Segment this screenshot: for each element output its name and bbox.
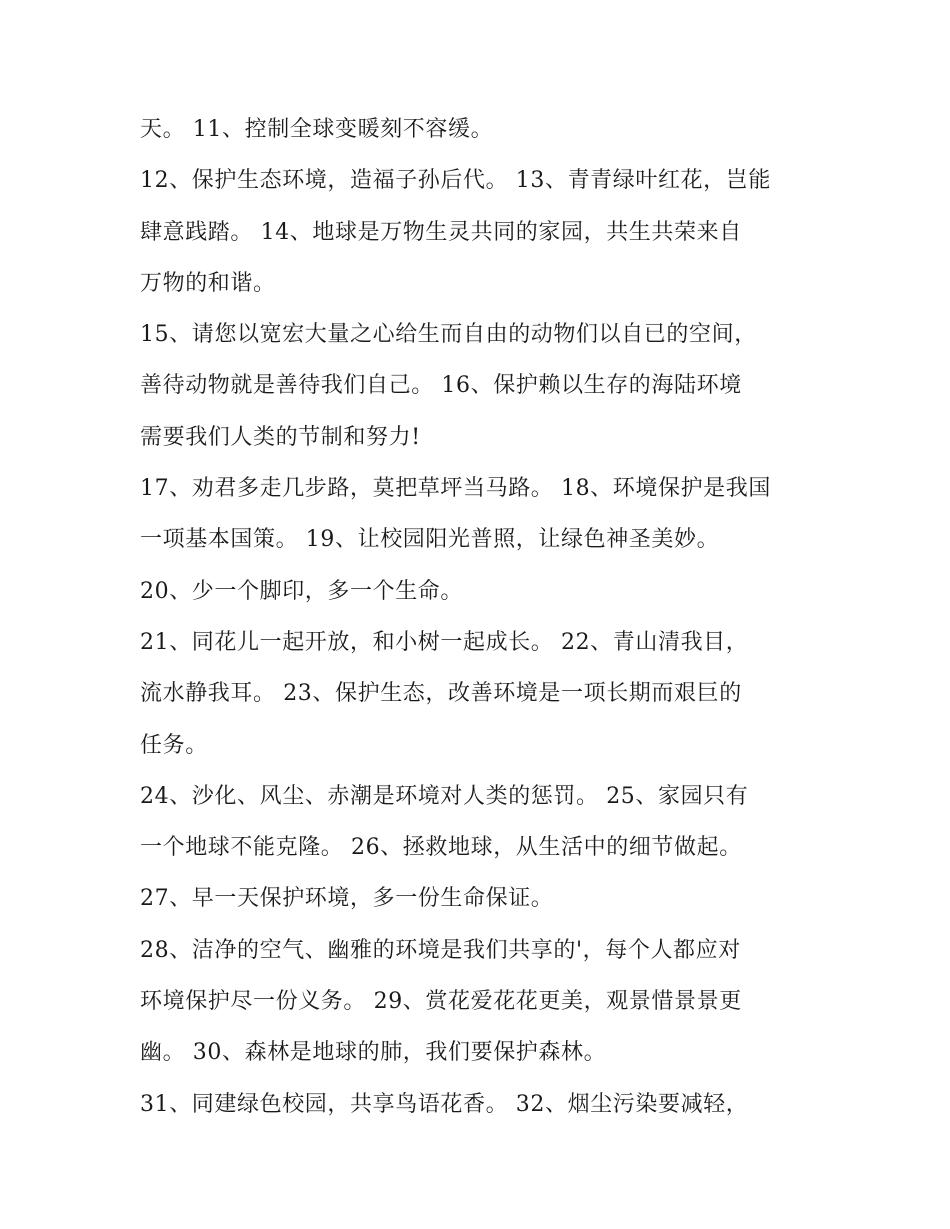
- text-line-14: 24、沙化、风尘、赤潮是环境对人类的惩罚。 25、家园只有: [140, 783, 749, 809]
- text-line-11: 21、同花儿一起开放，和小树一起成长。 22、青山清我目，: [140, 629, 749, 655]
- text-line-13: 任务。: [140, 732, 208, 758]
- text-line-17: 28、洁净的空气、幽雅的环境是我们共享的'，每个人都应对: [140, 937, 741, 963]
- text-line-3: 肆意践踏。 14、地球是万物生灵共同的家园，共生共荣来自: [140, 219, 742, 245]
- text-line-4: 万物的和谐。: [140, 270, 276, 296]
- text-line-2: 12、保护生态环境，造福子孙后代。 13、青青绿叶红花，岂能: [140, 168, 771, 194]
- text-line-7: 需要我们人类的节制和努力!: [140, 424, 421, 450]
- text-line-6: 善待动物就是善待我们自己。 16、保护赖以生存的海陆环境: [140, 373, 742, 399]
- text-line-20: 31、同建绿色校园，共享鸟语花香。 32、烟尘污染要减轻，: [140, 1091, 749, 1117]
- text-line-8: 17、劝君多走几步路，莫把草坪当马路。 18、环境保护是我国: [140, 476, 771, 502]
- document-body: [140, 104, 830, 1130]
- text-line-18: 环境保护尽一份义务。 29、赏花爱花花更美，观景惜景景更: [140, 989, 742, 1015]
- text-line-15: 一个地球不能克隆。 26、拯救地球，从生活中的细节做起。: [140, 835, 742, 861]
- text-line-19: 幽。 30、森林是地球的肺，我们要保护森林。: [140, 1040, 607, 1066]
- text-line-5: 15、请您以宽宏大量之心给生而自由的动物们以自已的空间，: [140, 322, 757, 348]
- text-line-16: 27、早一天保护环境，多一份生命保证。: [140, 886, 554, 912]
- text-line-12: 流水静我耳。 23、保护生态，改善环境是一项长期而艰巨的: [140, 681, 742, 707]
- text-line-10: 20、少一个脚印，多一个生命。: [140, 578, 463, 604]
- text-line-9: 一项基本国策。 19、让校园阳光普照，让绿色神圣美妙。: [140, 527, 720, 553]
- text-line-1: 天。 11、控制全球变暖刻不容缓。: [140, 117, 494, 142]
